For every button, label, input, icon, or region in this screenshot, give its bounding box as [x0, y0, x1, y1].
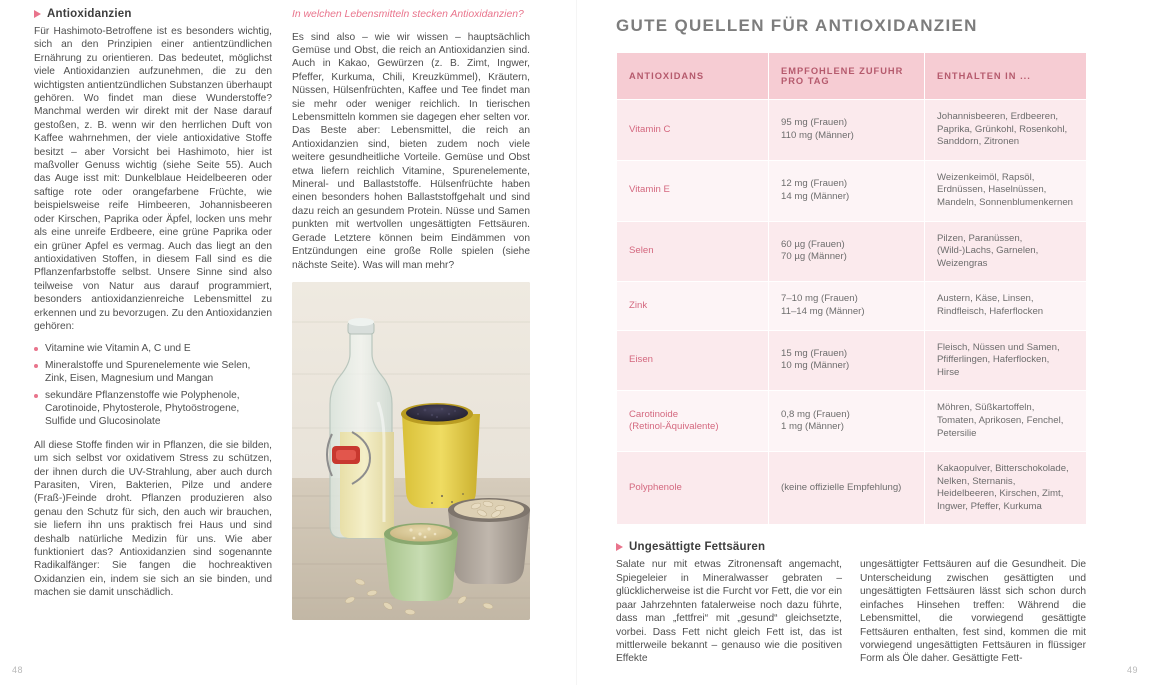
cell-sources: Pilzen, Paranüssen, (Wild-)Lachs, Garnelen, Weizengras	[925, 221, 1087, 282]
table-row	[617, 452, 1087, 525]
body-paragraph: ungesättigter Fettsäuren auf die Gesundheit. Die Unterscheidung zwischen gesättigten und ungesättigten Fettsäuren lässt sich schon durch einfaches Hinsehen treffen: Während die Lebensmittel, die vorwiegend gesättigte Fettsäuren enthalten, fest sind, kommen die mit vorwiegend ungesättigten Fettsäuren in flüssiger Form als Öle daher. Gesättigte Fett-	[860, 559, 1086, 665]
grey-bowl	[448, 498, 530, 584]
page-number-left: 48	[12, 665, 24, 675]
list-item: Mineralstoffe und Spurenelemente wie Selen, Zink, Eisen, Magnesium und Mangan	[34, 359, 272, 386]
page-number-right: 49	[1126, 665, 1138, 675]
right-page	[576, 0, 1152, 685]
cell-name: Carotinoide (Retinol-Äquivalente)	[617, 391, 769, 452]
left-column-1	[34, 8, 272, 620]
table-row	[617, 100, 1087, 161]
cell-name: Vitamin C	[617, 100, 769, 161]
subheading-question: In welchen Lebensmitteln stecken Antioxidanzien?	[292, 9, 524, 20]
table-row	[617, 282, 1087, 330]
food-photo-illustration	[292, 282, 530, 620]
table-row	[617, 160, 1087, 221]
page-heading: GUTE QUELLEN FÜR ANTIOXIDANZIEN	[616, 16, 978, 35]
table-row	[617, 391, 1087, 452]
cell-name: Zink	[617, 282, 769, 330]
green-bowl	[384, 523, 458, 601]
cell-name: Selen	[617, 221, 769, 282]
triangle-bullet-icon	[616, 543, 623, 551]
cell-intake: 7–10 mg (Frauen) 11–14 mg (Männer)	[769, 282, 925, 330]
cell-intake: 95 mg (Frauen) 110 mg (Männer)	[769, 100, 925, 161]
table-row	[617, 221, 1087, 282]
page-title: Antioxidanzien	[47, 8, 132, 20]
section-header	[34, 8, 272, 20]
cell-intake: 15 mg (Frauen) 10 mg (Männer)	[769, 330, 925, 391]
cell-sources: Fleisch, Nüssen und Samen, Pfifferlingen, Haferflocken, Hirse	[925, 330, 1087, 391]
left-column-2	[292, 8, 530, 620]
list-item: Vitamine wie Vitamin A, C und E	[34, 342, 272, 355]
section-title: Ungesättigte Fettsäuren	[629, 541, 766, 554]
list-item: sekundäre Pflanzenstoffe wie Polyphenole, Carotinoide, Phytosterole, Phytoöstrogene, Sulfide und Glucosinolate	[34, 389, 272, 429]
fatty-acids-columns	[616, 558, 1086, 665]
column-header-intake: EMPFOHLENE ZUFUHR PRO TAG	[769, 53, 925, 100]
cell-sources: Austern, Käse, Linsen, Rindfleisch, Haferflocken	[925, 282, 1087, 330]
cell-intake: (keine offizielle Empfehlung)	[769, 452, 925, 525]
cell-intake: 0,8 mg (Frauen) 1 mg (Männer)	[769, 391, 925, 452]
cell-intake: 60 µg (Frauen) 70 µg (Männer)	[769, 221, 925, 282]
antioxidant-groups-list	[34, 342, 272, 428]
body-paragraph: Salate nur mit etwas Zitronensaft angemacht, Spiegeleier in Mineralwasser gebraten – glücklicherweise ist die Furcht vor Fett, die vor ein paar Jahrzehnten fatalerweise noch dazu führte, dass man „fettfrei“ mit „gesund“ gleichsetzte, vorbei. Dass Fett nicht gleich Fett ist, das ist mittlerweile bekannt – genauso wie die positiven Effekte	[616, 559, 842, 665]
column-header-sources: ENTHALTEN IN ...	[925, 53, 1087, 100]
table-row	[617, 330, 1087, 391]
antioxidant-sources-table	[616, 52, 1087, 525]
body-paragraph: Es sind also – wie wir wissen – hauptsächlich Gemüse und Obst, die reich an Antioxidanzien sind. Auch in Kakao, Gewürzen (z. B. Zimt, Ingwer, Pfeffer, Kurkuma, Chili, Kreuzkümmel), Kräutern, Nüssen, Hülsenfrüchten, Kaffee und Tee findet man sie mehr oder weniger reichlich. In tierischen Lebensmitteln kommen sie dagegen eher selten vor. Das Beste aber: Lebensmittel, die reich an Antioxidanzien sind, bieten zudem noch viele weitere gesundheitliche Vorteile. Gemüse und Obst etwa liefern reichlich Vitamine, Spurenelemente, Mineral- und Ballaststoffe. Hülsenfrüchte haben einen besonders hohen Ballaststoffgehalt und sind dazu reich an gesundem Protein. Nüsse und Samen punkten mit wertvollen ungesättigten Fettsäuren. Gerade Letztere können beim Eindämmen von Entzündungen eine große Rolle spielen (siehe nächste Seite). Was will man mehr?	[292, 31, 530, 271]
bottom-column-1	[616, 558, 842, 665]
body-paragraph: All diese Stoffe finden wir in Pflanzen, die sie bilden, um sich selbst vor oxidativem Stress zu schützen, der ihnen durch die UV-Strahlung, aber auch durch Parasiten, Viren, Bakterien, Pilze und andere (Fraß-)Feinde droht. Pflanzen produzieren also genau den Schutz für sich, den auch wir brauchen, sie liefern ihn uns praktisch frei Haus und sind deshalb natürliche Medizin für uns. Wie aber funktioniert das? Antioxidanzien sind sogenannte Radikalfänger: Sie fangen die hochreaktiven Oxidanzien ein, indem sie sich an sie binden, und machen sie damit unschädlich.	[34, 439, 272, 599]
fatty-acids-section	[616, 541, 1086, 665]
bottom-column-2	[860, 558, 1086, 665]
yellow-bowl	[401, 403, 480, 508]
cell-sources: Kakaopulver, Bitterschokolade, Nelken, Sternanis, Heidelbeeren, Kirschen, Zimt, Ingwer, Pfeffer, Kurkuma	[925, 452, 1087, 525]
cell-intake: 12 mg (Frauen) 14 mg (Männer)	[769, 160, 925, 221]
table-header-row	[617, 53, 1087, 100]
cell-sources: Johannisbeeren, Erdbeeren, Paprika, Grünkohl, Rosenkohl, Sanddorn, Zitronen	[925, 100, 1087, 161]
column-header-antioxidant: ANTIOXIDANS	[617, 53, 769, 100]
cell-sources: Weizenkeimöl, Rapsöl, Erdnüssen, Haselnüssen, Mandeln, Sonnenblumenkernen	[925, 160, 1087, 221]
cell-name: Polyphenole	[617, 452, 769, 525]
cell-name: Eisen	[617, 330, 769, 391]
food-photo	[292, 282, 530, 620]
triangle-bullet-icon	[34, 10, 41, 18]
body-paragraph: Für Hashimoto-Betroffene ist es besonders wichtig, sich an den Prinzipien einer antientzündlichen Ernährung zu orientieren. Das bedeutet, möglichst viele Antioxidanzien aufzunehmen, die zu den wichtigsten antientzündlichen Substanzen überhaupt gehören. Wo findet man diese Wunderstoffe? Manchmal werden wir direkt mit der Nase darauf gestoßen, z. B. wenn wir den herrlichen Duft von Kaffee wahrnehmen, der viele antioxidative Stoffe besitzt – aber Vorsicht bei Hashimoto, hier ist maßvoller Genuss wichtig (siehe Seite 55). Auch das Auge isst mit: Dunkelblaue Heidelbeeren oder saftige rote oder orangefarbene Früchte, wie beispielsweise reife Himbeeren, Johannisbeeren oder Kirschen, Paprika oder Äpfel, locken uns mehr als eine unreife Erdbeere, eine grüne Paprika oder ein grüner Apfel es vermag. Auch das liegt an den antioxidativen Stoffen, in diesem Fall sind es die Pflanzenfarbstoffe selbst. Unsere Sinne sind also teilweise von Natur aus darauf programmiert, besonders antioxidanzienreiche Lebensmittel zu erkennen und zu bevorzugen. Zu den Antioxidanzien gehören:	[34, 26, 272, 332]
cell-name: Vitamin E	[617, 160, 769, 221]
section-header	[616, 541, 1086, 553]
left-columns	[34, 8, 546, 620]
cell-sources: Möhren, Süßkartoffeln, Tomaten, Aprikosen, Fenchel, Petersilie	[925, 391, 1087, 452]
